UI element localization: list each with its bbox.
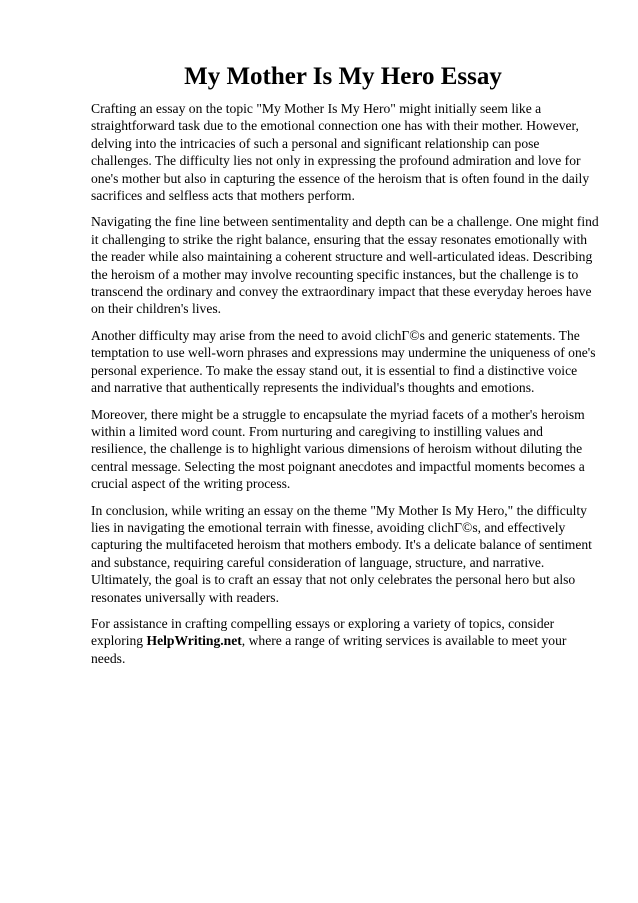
helpwriting-link[interactable]: HelpWriting.net [146, 633, 242, 649]
paragraph-1: Crafting an essay on the topic "My Mother Is My Hero" might initially seem like a straightforward task due to the emotional connection one has with their mother. However, delving into the intricacies of such a personal and significant relationship can pose challenges. The difficulty lies not only in expressing the profound admiration and love for one's mother but also in capturing the essence of the heroism that is often found in the daily sacrifices and selfless acts that mothers perform. [91, 101, 590, 204]
paragraph-4: Moreover, there might be a struggle to encapsulate the myriad facets of a mother's heroism within a limited word count. From nurturing and caregiving to instilling values and resilience, the challenge is to highlight various dimensions of heroism without diluting the central message. Selecting the most poignant anecdotes and impactful moments becomes a crucial aspect of the writing process. [91, 406, 585, 492]
document-body [91, 100, 599, 676]
paragraph-2: Navigating the fine line between sentimentality and depth can be a challenge. One might find it challenging to strike the right balance, ensuring that the essay resonates emotionally with the reader while also maintaining a coherent structure and well-articulated ideas. Describing the heroism of a mother may involve recounting specific instances, but the challenge is to transcend the ordinary and convey the extraordinary impact that these everyday heroes have on their children's lives. [91, 214, 599, 317]
paragraph-3: Another difficulty may arise from the need to avoid clichГ©s and generic statements. The temptation to use well-worn phrases and expressions may undermine the uniqueness of one's personal experience. To make the essay stand out, it is essential to find a distinctive voice and narrative that authentically represents the individual's thoughts and emotions. [91, 327, 596, 396]
closing-prefix: For assistance in crafting compelling essays or exploring a variety of topics, consider exploring [91, 615, 555, 649]
paragraph-5: In conclusion, while writing an essay on the theme "My Mother Is My Hero," the difficulty lies in navigating the emotional terrain with finesse, avoiding clichГ©s, and effectively capturing the multifaceted heroism that mothers embody. It's a delicate balance of sentiment and substance, requiring careful consideration of language, structure, and narrative. Ultimately, the goal is to craft an essay that not only celebrates the personal hero but also resonates universally with readers. [91, 502, 592, 605]
closing-suffix: , where a range of writing services is available to meet your needs. [91, 633, 567, 666]
document-title: My Mother Is My Hero Essay [184, 63, 502, 90]
closing-paragraph [91, 615, 599, 667]
